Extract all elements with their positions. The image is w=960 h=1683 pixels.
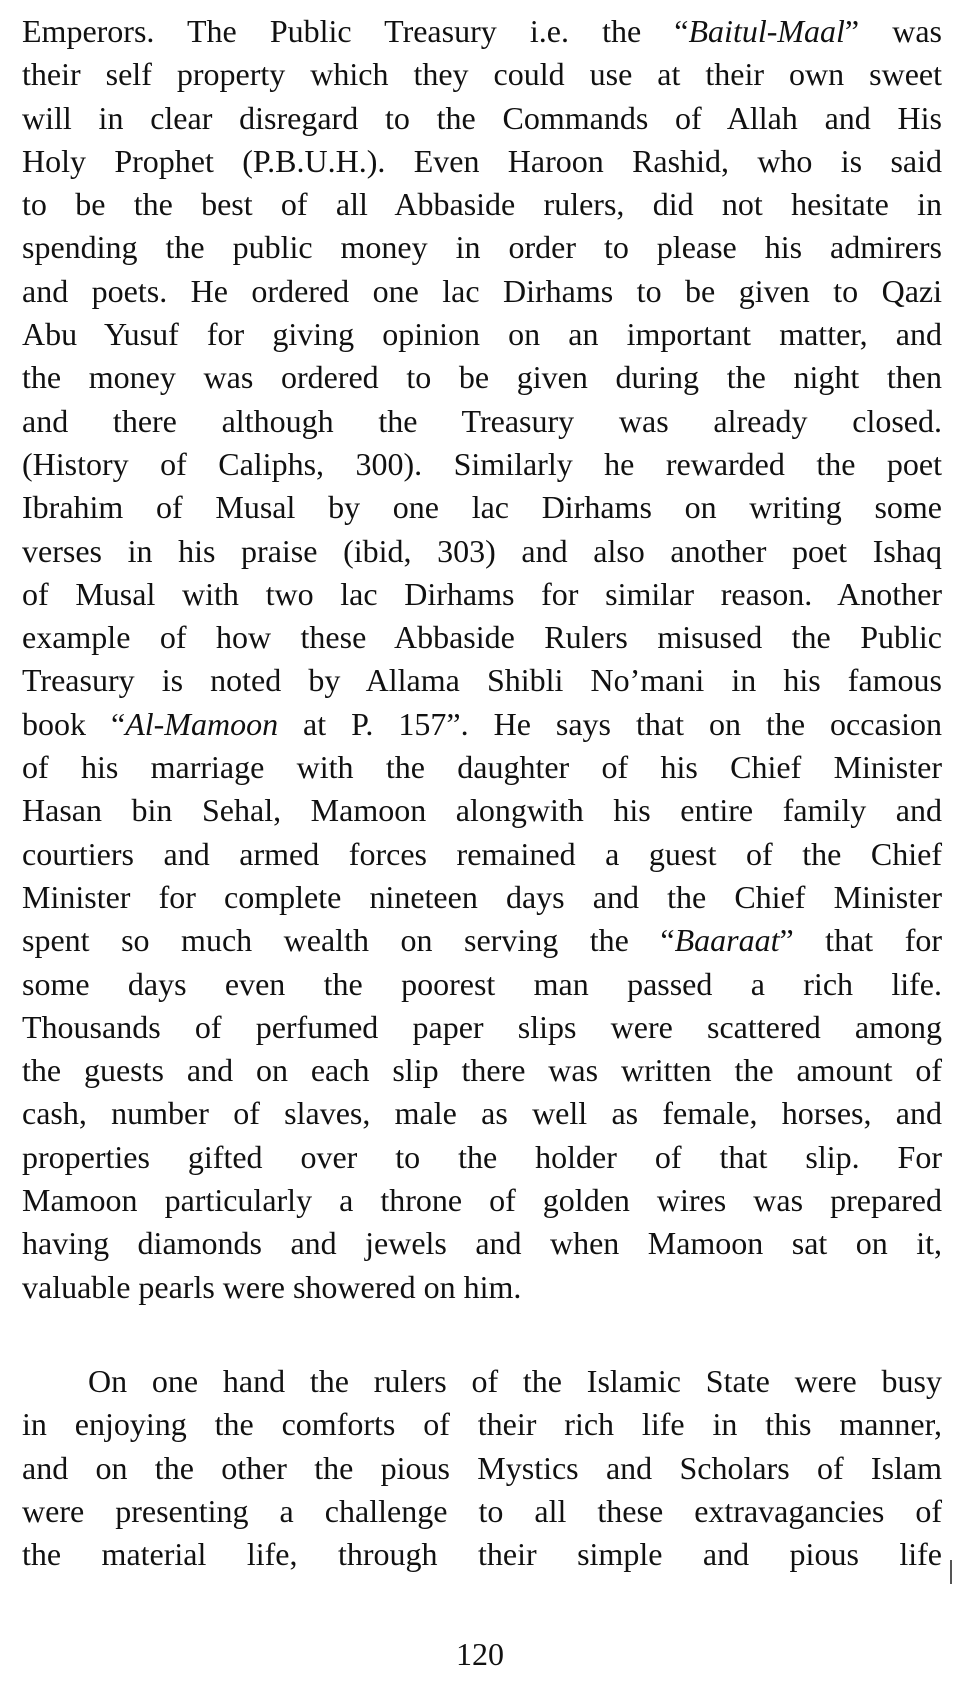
text-segment: were presenting a challenge to all these extravagancies of <box>22 1492 942 1529</box>
text-line <box>22 833 942 876</box>
text-line <box>22 356 942 399</box>
text-line <box>22 1447 942 1490</box>
text-line <box>22 1403 942 1446</box>
text-segment: ” was <box>844 13 943 49</box>
text-segment: and on the other the pious Mystics and Scholars of Islam <box>22 1449 942 1486</box>
text-segment: (History of Caliphs, 300). Similarly he rewarded the poet <box>22 445 942 482</box>
text-segment: verses in his praise (ibid, 303) and also another poet Ishaq <box>22 532 942 569</box>
text-line <box>22 1006 942 1049</box>
text-segment: properties gifted over to the holder of that slip. For <box>22 1138 942 1175</box>
italic-term: Al-Mamoon <box>125 705 279 742</box>
text-line <box>22 573 942 616</box>
text-segment: of Musal with two lac Dirhams for similar reason. Another <box>22 575 942 612</box>
text-segment: Mamoon particularly a throne of golden wires was prepared <box>22 1182 942 1219</box>
text-segment: at P. 157”. He says that on the occasion <box>278 705 943 742</box>
text-segment: having diamonds and jewels and when Mamoon sat on it, <box>22 1225 942 1262</box>
text-line <box>22 746 942 789</box>
text-segment: will in clear disregard to the Commands of Allah and His <box>22 99 942 136</box>
text-line <box>22 486 942 529</box>
text-segment: Holy Prophet (P.B.U.H.). Even Haroon Rashid, who is said <box>22 142 942 179</box>
text-line <box>22 1266 942 1309</box>
text-line <box>22 1533 942 1576</box>
text-segment: Emperors. The Public Treasury i.e. the “ <box>22 13 689 49</box>
text-line <box>22 313 942 356</box>
text-line <box>22 226 942 269</box>
text-line <box>22 659 942 702</box>
text-line <box>22 1049 942 1092</box>
paragraph-abbaside-treasury <box>22 10 942 1309</box>
text-segment: spending the public money in order to please his admirers <box>22 229 942 266</box>
text-segment: the material life, through their simple and pious life <box>22 1536 942 1573</box>
text-line <box>22 530 942 573</box>
scan-edge-mark <box>950 1560 952 1584</box>
text-segment: Abu Yusuf for giving opinion on an important matter, and <box>22 316 942 353</box>
text-line <box>22 1136 942 1179</box>
italic-term: Baitul-Maal <box>688 13 845 49</box>
text-segment: spent so much wealth on serving the “ <box>22 922 675 959</box>
text-segment: in enjoying the comforts of their rich life in this manner, <box>22 1406 942 1443</box>
text-segment: their self property which they could use at their own sweet <box>22 56 942 93</box>
text-line <box>22 1092 942 1135</box>
text-line <box>22 963 942 1006</box>
text-segment: some days even the poorest man passed a rich life. <box>22 965 942 1002</box>
text-segment: example of how these Abbaside Rulers misused the Public <box>22 619 942 656</box>
text-segment: ” that for <box>779 922 943 959</box>
text-segment: the guests and on each slip there was written the amount of <box>22 1052 942 1089</box>
text-segment: Thousands of perfumed paper slips were scattered among <box>22 1008 942 1045</box>
text-line <box>22 1179 942 1222</box>
paragraph-mystics-challenge <box>22 1360 942 1576</box>
text-line <box>22 703 942 746</box>
text-line <box>22 270 942 313</box>
text-segment: and poets. He ordered one lac Dirhams to be given to Qazi <box>22 272 942 309</box>
text-line <box>22 919 942 962</box>
text-segment: and there although the Treasury was already closed. <box>22 402 942 439</box>
text-line <box>22 1490 942 1533</box>
text-line <box>22 443 942 486</box>
text-segment: Treasury is noted by Allama Shibli No’mani in his famous <box>22 662 942 699</box>
text-segment: Minister for complete nineteen days and the Chief Minister <box>22 878 942 915</box>
text-segment: On one hand the rulers of the Islamic State were busy <box>88 1363 942 1399</box>
text-line <box>22 1222 942 1265</box>
text-segment: the money was ordered to be given during the night then <box>22 359 942 396</box>
text-line <box>22 1360 942 1403</box>
text-line <box>22 789 942 832</box>
text-segment: courtiers and armed forces remained a guest of the Chief <box>22 835 942 872</box>
text-line <box>22 10 942 53</box>
text-segment: Hasan bin Sehal, Mamoon alongwith his entire family and <box>22 792 942 829</box>
text-line <box>22 183 942 226</box>
text-segment: of his marriage with the daughter of his Chief Minister <box>22 749 942 786</box>
text-line <box>22 53 942 96</box>
text-segment: book “ <box>22 705 126 742</box>
page-number: 120 <box>456 1636 504 1672</box>
text-line <box>22 876 942 919</box>
text-segment: cash, number of slaves, male as well as female, horses, and <box>22 1095 942 1132</box>
text-segment: to be the best of all Abbaside rulers, did not hesitate in <box>22 186 942 223</box>
text-line <box>22 97 942 140</box>
text-line <box>22 616 942 659</box>
text-line <box>22 400 942 443</box>
text-line <box>22 140 942 183</box>
text-segment: Ibrahim of Musal by one lac Dirhams on writing some <box>22 489 942 526</box>
italic-term: Baaraat <box>674 922 780 959</box>
text-segment: valuable pearls were showered on him. <box>22 1268 522 1305</box>
